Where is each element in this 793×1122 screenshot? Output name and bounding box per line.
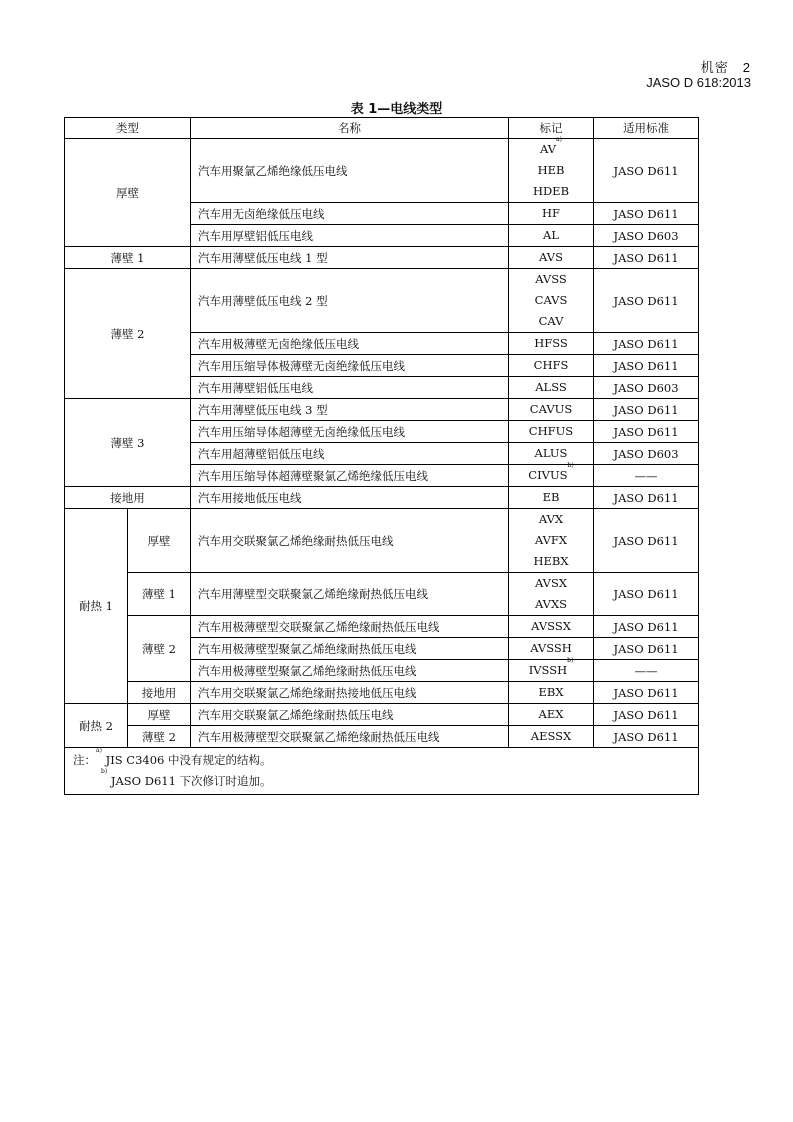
mark-cell (509, 203, 594, 225)
column-header-standard: 适用标准 (594, 118, 699, 139)
mark-code (509, 203, 593, 224)
mark-cell (509, 269, 594, 333)
mark-cell (509, 616, 594, 638)
mark-code-text: AVXS (534, 597, 568, 611)
standard-cell: JASO D611 (594, 333, 699, 355)
name-cell: 汽车用极薄壁型交联聚氯乙烯绝缘耐热低压电线 (191, 726, 509, 748)
mark-code (509, 616, 593, 637)
column-header-mark: 标记 (509, 118, 594, 139)
mark-code-text: AVSSX (531, 619, 571, 633)
mark-cell (509, 509, 594, 573)
standard-cell: JASO D611 (594, 399, 699, 421)
wire-type-table (64, 117, 699, 795)
standard-cell: JASO D611 (594, 269, 699, 333)
note-a-marker: a) (96, 747, 102, 754)
table-row (65, 139, 699, 203)
type-cell: 薄壁 1 (65, 247, 191, 269)
table-row (65, 682, 699, 704)
mark-code (509, 136, 593, 160)
standard-cell: JASO D603 (594, 225, 699, 247)
mark-code-text: AVS (539, 250, 563, 264)
note-a (73, 747, 698, 771)
mark-code-text: AESSX (530, 729, 572, 743)
mark-code-text: ALUS (534, 446, 568, 460)
mark-code-text: ALSS (535, 380, 567, 394)
mark-code (509, 269, 593, 290)
mark-code-text: HEBX (533, 554, 569, 568)
standard-cell: JASO D611 (594, 247, 699, 269)
type-cell: 耐热 1 (65, 509, 128, 704)
standard-cell: JASO D603 (594, 377, 699, 399)
mark-code-text: CIVUS (528, 468, 568, 482)
type-cell: 薄壁 2 (65, 269, 191, 399)
name-cell: 汽车用极薄壁型聚氯乙烯绝缘耐热低压电线 (191, 660, 509, 682)
page-header-confidential (701, 57, 751, 76)
table-notes (65, 748, 699, 795)
mark-code (509, 311, 593, 332)
mark-code-text: EBX (538, 685, 564, 699)
type-cell: 耐热 2 (65, 704, 128, 748)
mark-code (509, 462, 593, 486)
mark-code-text: AVFX (534, 533, 568, 547)
type-cell: 厚壁 (128, 509, 191, 573)
name-cell: 汽车用薄壁铝低压电线 (191, 377, 509, 399)
note-a-text: JIS C3406 中没有规定的结构。 (101, 753, 272, 767)
table-row (65, 509, 699, 573)
standard-cell: JASO D611 (594, 487, 699, 509)
name-cell: 汽车用薄壁低压电线 2 型 (191, 269, 509, 333)
name-cell: 汽车用极薄壁无卤绝缘低压电线 (191, 333, 509, 355)
type-cell: 厚壁 (128, 704, 191, 726)
mark-cell (509, 657, 594, 682)
mark-code-text: IVSSH (528, 663, 568, 677)
mark-code (509, 551, 593, 572)
mark-code-text: AVSX (534, 576, 568, 590)
table-row (65, 704, 699, 726)
table-body (65, 136, 699, 748)
mark-code (509, 487, 593, 508)
mark-code (509, 290, 593, 311)
mark-code (509, 638, 593, 659)
name-cell: 汽车用薄壁型交联聚氯乙烯绝缘耐热低压电线 (191, 573, 509, 616)
mark-cell (509, 682, 594, 704)
mark-code (509, 443, 593, 464)
mark-code-text: AVX (538, 512, 564, 526)
mark-code-text: HF (541, 206, 560, 220)
mark-code (509, 704, 593, 725)
mark-code (509, 160, 593, 181)
mark-code (509, 594, 593, 615)
notes-prefix: 注： (73, 753, 96, 767)
name-cell: 汽车用薄壁低压电线 1 型 (191, 247, 509, 269)
mark-code-text: HFSS (534, 336, 568, 350)
mark-code-text: HEB (537, 163, 565, 177)
name-cell: 汽车用聚氯乙烯绝缘低压电线 (191, 139, 509, 203)
name-cell: 汽车用薄壁低压电线 3 型 (191, 399, 509, 421)
name-cell: 汽车用极薄壁型交联聚氯乙烯绝缘耐热低压电线 (191, 616, 509, 638)
mark-code-text: AVSSH (530, 641, 572, 655)
name-cell: 汽车用厚壁铝低压电线 (191, 225, 509, 247)
standard-cell: JASO D611 (594, 682, 699, 704)
confidential-label: 机密 (700, 60, 729, 75)
mark-code (509, 509, 593, 530)
type-cell: 薄壁 2 (128, 726, 191, 748)
mark-code (509, 726, 593, 747)
standard-cell: JASO D611 (594, 573, 699, 616)
standard-cell: JASO D611 (594, 355, 699, 377)
name-cell: 汽车用压缩导体超薄壁聚氯乙烯绝缘低压电线 (191, 465, 509, 487)
mark-code (509, 530, 593, 551)
mark-code (509, 181, 593, 202)
name-cell: 汽车用交联聚氯乙烯绝缘耐热接地低压电线 (191, 682, 509, 704)
mark-cell (509, 247, 594, 269)
mark-cell (509, 225, 594, 247)
document-code: JASO D 618:2013 (646, 75, 751, 90)
mark-code (509, 377, 593, 398)
name-cell: 汽车用交联聚氯乙烯绝缘耐热低压电线 (191, 704, 509, 726)
mark-code-text: AVSS (535, 272, 567, 286)
standard-cell: JASO D611 (594, 616, 699, 638)
mark-code (509, 247, 593, 268)
mark-code-text: CHFUS (528, 424, 574, 438)
table-row (65, 269, 699, 333)
mark-code-text: CAV (538, 314, 564, 328)
mark-code (509, 355, 593, 376)
type-cell: 厚壁 (65, 139, 191, 247)
standard-cell: JASO D611 (594, 726, 699, 748)
name-cell: 汽车用交联聚氯乙烯绝缘耐热低压电线 (191, 509, 509, 573)
column-header-type: 类型 (65, 118, 191, 139)
standard-cell: JASO D611 (594, 139, 699, 203)
mark-cell (509, 399, 594, 421)
name-cell: 汽车用压缩导体超薄壁无卤绝缘低压电线 (191, 421, 509, 443)
mark-code (509, 657, 593, 681)
table-caption: 表 1—电线类型 (350, 102, 443, 117)
type-cell: 薄壁 2 (128, 616, 191, 682)
name-cell: 汽车用无卤绝缘低压电线 (191, 203, 509, 225)
mark-code (509, 421, 593, 442)
table-row (65, 399, 699, 421)
mark-cell (509, 638, 594, 660)
mark-cell (509, 421, 594, 443)
mark-cell (509, 726, 594, 748)
standard-cell: —— (594, 465, 699, 487)
mark-cell (509, 487, 594, 509)
standard-cell: JASO D611 (594, 421, 699, 443)
name-cell: 汽车用压缩导体极薄壁无卤绝缘低压电线 (191, 355, 509, 377)
mark-code (509, 225, 593, 246)
mark-cell (509, 333, 594, 355)
table-row (65, 573, 699, 616)
mark-cell (509, 355, 594, 377)
mark-cell (509, 704, 594, 726)
mark-code-text: AV (540, 142, 557, 156)
table-header-row (65, 118, 699, 139)
table-row (65, 616, 699, 638)
mark-cell (509, 462, 594, 487)
mark-code-text: HDEB (532, 184, 570, 198)
mark-code (509, 682, 593, 703)
standard-cell: JASO D611 (594, 704, 699, 726)
mark-code (509, 399, 593, 420)
name-cell: 汽车用极薄壁型聚氯乙烯绝缘耐热低压电线 (191, 638, 509, 660)
standard-cell: —— (594, 660, 699, 682)
mark-cell (509, 443, 594, 465)
notes-row (65, 748, 699, 795)
mark-cell (509, 573, 594, 616)
note-b-text: JASO D611 下次修订时追加。 (107, 774, 272, 788)
mark-note-marker: b) (567, 462, 574, 469)
mark-code-text: CAVS (534, 293, 568, 307)
mark-code-text: AEX (538, 707, 564, 721)
standard-cell: JASO D611 (594, 509, 699, 573)
note-b-marker: b) (101, 768, 108, 775)
name-cell: 汽车用超薄壁铝低压电线 (191, 443, 509, 465)
mark-code-text: CHFS (533, 358, 569, 372)
type-cell: 薄壁 1 (128, 573, 191, 616)
mark-note-marker: b) (567, 657, 574, 664)
table-row (65, 487, 699, 509)
mark-code-text: AL (543, 228, 559, 242)
column-header-name: 名称 (191, 118, 509, 139)
type-cell: 接地用 (65, 487, 191, 509)
mark-code (509, 333, 593, 354)
mark-code (509, 573, 593, 594)
mark-code-text: CAVUS (529, 402, 573, 416)
table-row (65, 726, 699, 748)
table-row (65, 247, 699, 269)
mark-code-text: EB (542, 490, 560, 504)
page-number: 2 (742, 60, 751, 75)
mark-note-marker: a) (556, 136, 562, 143)
note-b (73, 768, 698, 792)
name-cell: 汽车用接地低压电线 (191, 487, 509, 509)
standard-cell: JASO D603 (594, 443, 699, 465)
mark-cell (509, 377, 594, 399)
standard-cell: JASO D611 (594, 203, 699, 225)
standard-cell: JASO D611 (594, 638, 699, 660)
mark-cell (509, 136, 594, 203)
type-cell: 接地用 (128, 682, 191, 704)
type-cell: 薄壁 3 (65, 399, 191, 487)
